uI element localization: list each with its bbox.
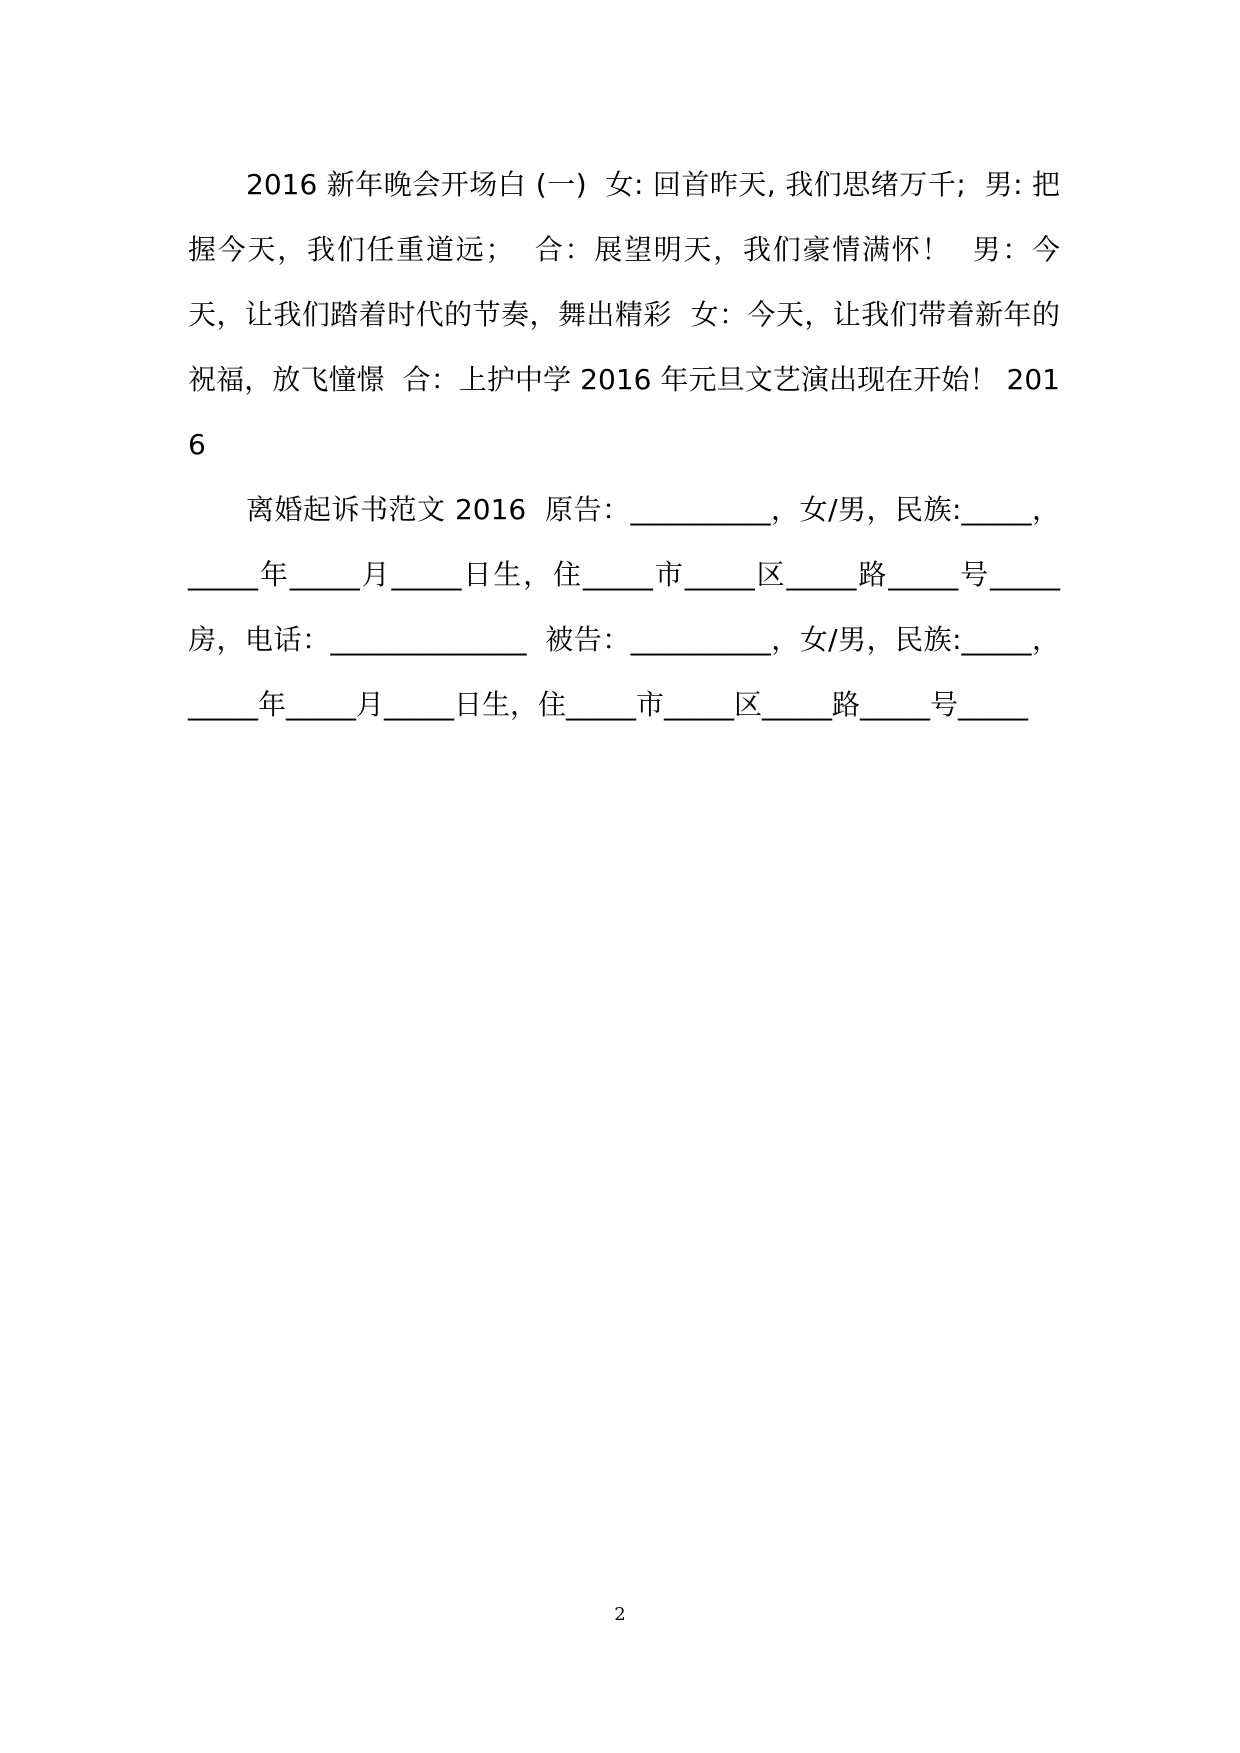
- page-number: 2: [614, 1604, 626, 1625]
- paragraph-new-year-gala-opening: 2016 新年晚会开场白 (一) 女: 回首昨天, 我们思绪万千; 男: 把握今天，我们任重道远； 合：展望明天，我们豪情满怀！ 男：今天，让我们踏着时代的节奏，舞出精彩 女：今天，让我们带着新年的祝福，放飞憧憬 合：上护中学 2016 年元旦文艺演出现在开始！ 2016: [188, 168, 1060, 461]
- document-body: [188, 152, 1060, 737]
- paragraph-divorce-complaint-sample: 离婚起诉书范文 2016 原告：__________，女/男，民族:_____，_____年_____月_____日生，住_____市_____区_____路_____号_____房，电话：______________ 被告：__________，女/男，民族:_____，_____年_____月_____日生，住_____市_____区_____路_____号_____: [188, 493, 1060, 721]
